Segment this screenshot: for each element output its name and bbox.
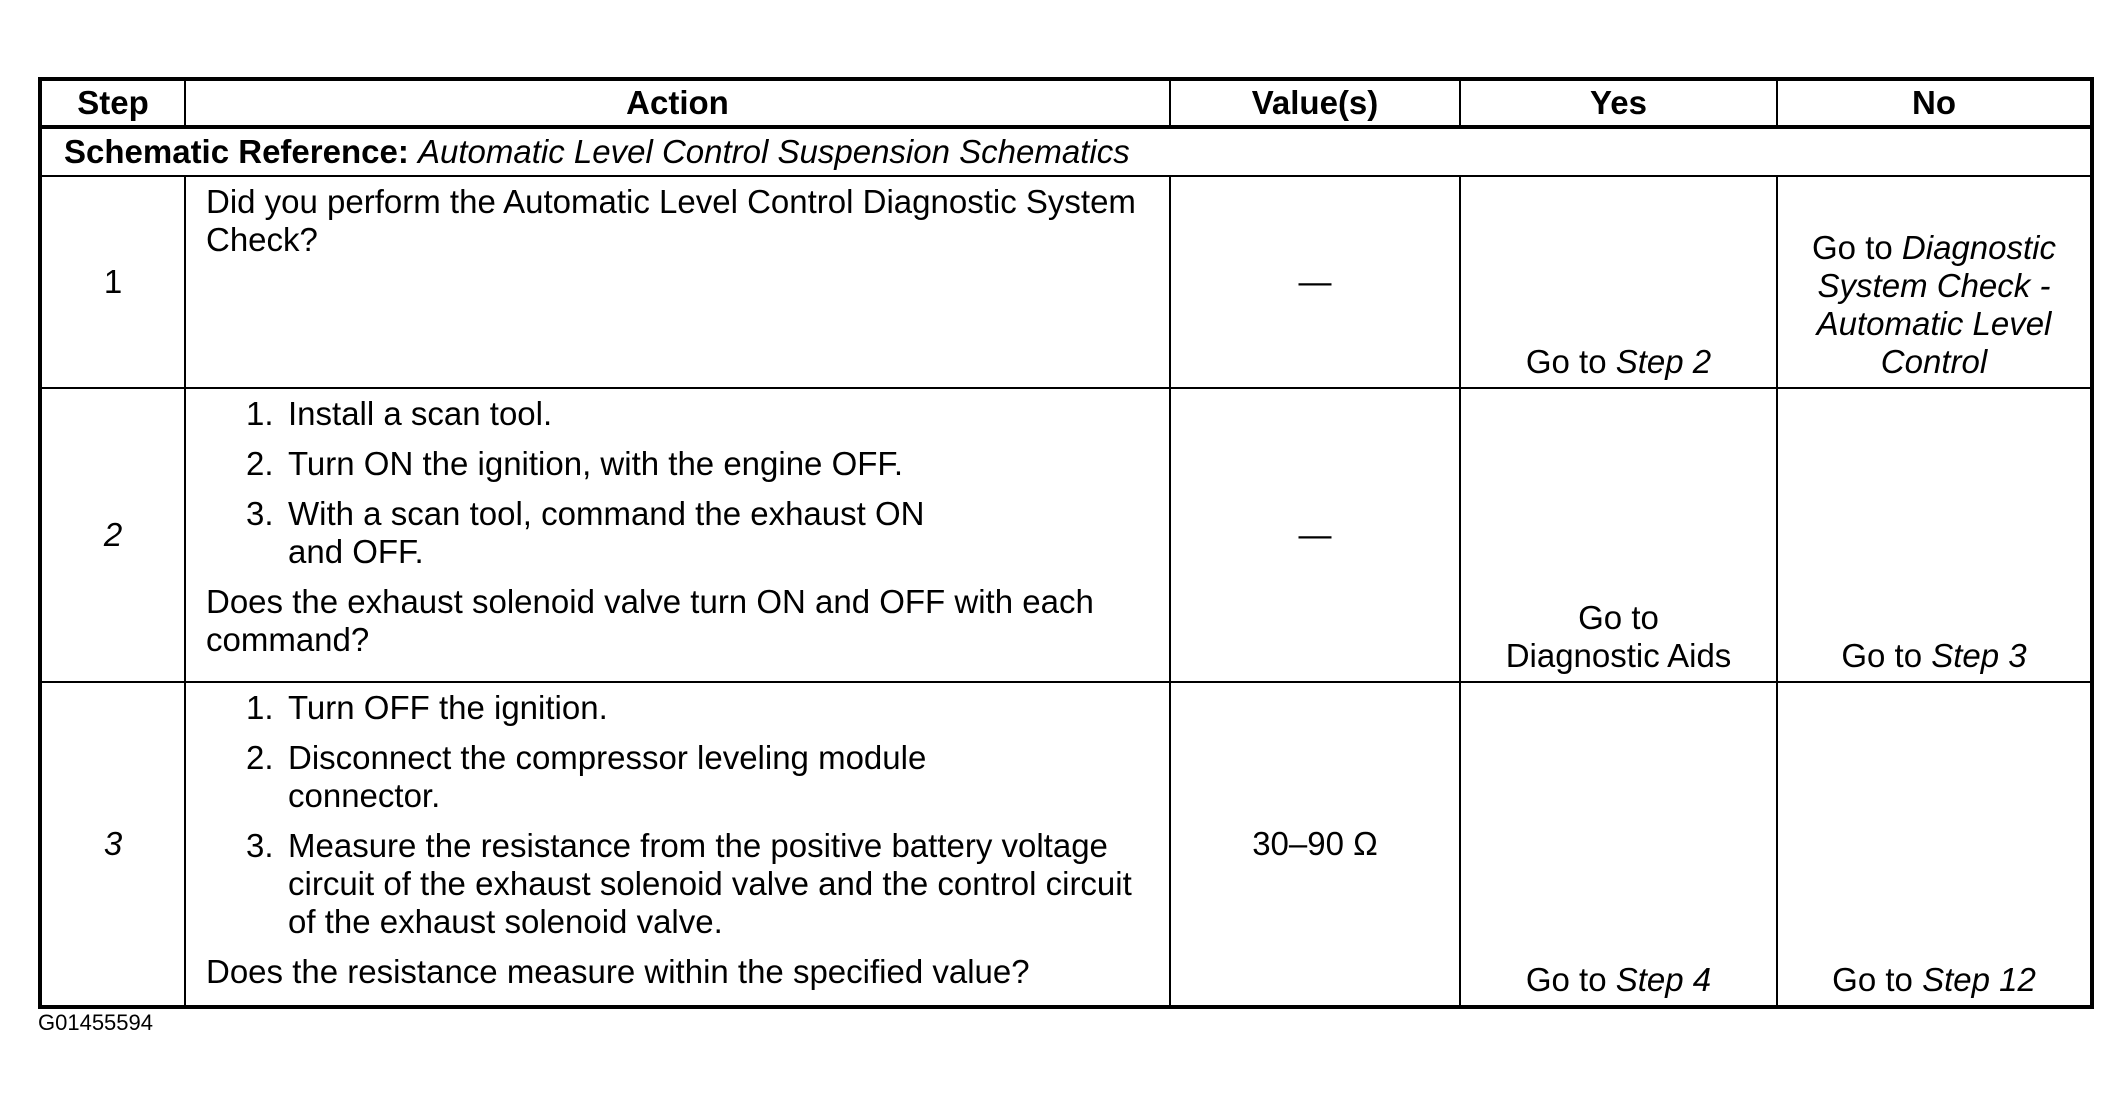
action-cell bbox=[185, 388, 1170, 682]
header-yes: Yes bbox=[1460, 79, 1777, 127]
yes-prefix: Go to bbox=[1525, 343, 1616, 380]
action-item-text: Install a scan tool. bbox=[288, 395, 553, 432]
schematic-reference-row bbox=[40, 127, 2092, 176]
action-item bbox=[206, 689, 1153, 727]
action-item-number: 2. bbox=[246, 445, 274, 482]
no-cell bbox=[1777, 176, 2092, 388]
no-prefix: Go to bbox=[1832, 961, 1923, 998]
no-cell bbox=[1777, 682, 2092, 1007]
no-step-link[interactable]: Step 3 bbox=[1931, 637, 2027, 674]
figure-id: G01455594 bbox=[38, 1010, 153, 1035]
yes-diagnostic-aids-link[interactable]: Diagnostic Aids bbox=[1505, 637, 1732, 674]
action-item bbox=[206, 495, 1153, 571]
schematic-reference-label: Schematic Reference: bbox=[64, 133, 409, 170]
action-item-text: Disconnect the compressor leveling module connector. bbox=[288, 739, 927, 814]
action-item-text: With a scan tool, command the exhaust ON and OFF. bbox=[288, 495, 925, 570]
schematic-reference-link[interactable]: Automatic Level Control Suspension Schematics bbox=[418, 133, 1130, 170]
action-list bbox=[206, 395, 1153, 571]
yes-prefix: Go to bbox=[1525, 961, 1616, 998]
action-item-number: 3. bbox=[246, 495, 274, 532]
value-cell: — bbox=[1170, 388, 1460, 682]
action-item-text: Measure the resistance from the positive battery voltage circuit of the exhaust solenoid valve and the control circuit of the exhaust solenoid valve. bbox=[288, 827, 1132, 940]
yes-cell bbox=[1460, 682, 1777, 1007]
table-row bbox=[40, 176, 2092, 388]
action-item-text: Turn ON the ignition, with the engine OFF. bbox=[288, 445, 904, 482]
action-item-number: 1. bbox=[246, 395, 274, 432]
value-cell: — bbox=[1170, 176, 1460, 388]
yes-line1: Go to bbox=[1578, 599, 1659, 636]
header-no: No bbox=[1777, 79, 2092, 127]
step-number: 3 bbox=[40, 682, 185, 1007]
yes-step-link[interactable]: Step 2 bbox=[1615, 343, 1712, 380]
schematic-reference bbox=[40, 127, 2092, 176]
action-item bbox=[206, 739, 1153, 815]
value-cell: 30–90 Ω bbox=[1170, 682, 1460, 1007]
diagnostic-table bbox=[38, 77, 2094, 1009]
action-item bbox=[206, 445, 1153, 483]
action-item bbox=[206, 827, 1153, 941]
action-list bbox=[206, 689, 1153, 941]
action-item-text: Turn OFF the ignition. bbox=[288, 689, 608, 726]
action-item-number: 1. bbox=[246, 689, 274, 726]
action-question: Did you perform the Automatic Level Control Diagnostic System Check? bbox=[206, 183, 1136, 258]
no-cell bbox=[1777, 388, 2092, 682]
action-cell bbox=[185, 682, 1170, 1007]
header-row bbox=[40, 79, 2092, 127]
header-step: Step bbox=[40, 79, 185, 127]
no-prefix: Go to bbox=[1812, 229, 1902, 266]
step-number: 2 bbox=[40, 388, 185, 682]
no-diagnostic-link[interactable]: Diagnostic System Check - Automatic Level Control bbox=[1816, 229, 2056, 380]
action-cell bbox=[185, 176, 1170, 388]
header-values: Value(s) bbox=[1170, 79, 1460, 127]
header-action: Action bbox=[185, 79, 1170, 127]
action-item-number: 2. bbox=[246, 739, 274, 776]
action-item-number: 3. bbox=[246, 827, 274, 864]
step-number: 1 bbox=[40, 176, 185, 388]
no-prefix: Go to bbox=[1841, 637, 1932, 674]
yes-step-link[interactable]: Step 4 bbox=[1615, 961, 1712, 998]
action-question: Does the resistance measure within the specified value? bbox=[206, 953, 1030, 990]
action-item bbox=[206, 395, 1153, 433]
action-question: Does the exhaust solenoid valve turn ON and OFF with each command? bbox=[206, 583, 1094, 658]
table-row bbox=[40, 682, 2092, 1007]
no-step-link[interactable]: Step 12 bbox=[1922, 961, 2036, 998]
table-row bbox=[40, 388, 2092, 682]
yes-cell bbox=[1460, 388, 1777, 682]
yes-cell bbox=[1460, 176, 1777, 388]
